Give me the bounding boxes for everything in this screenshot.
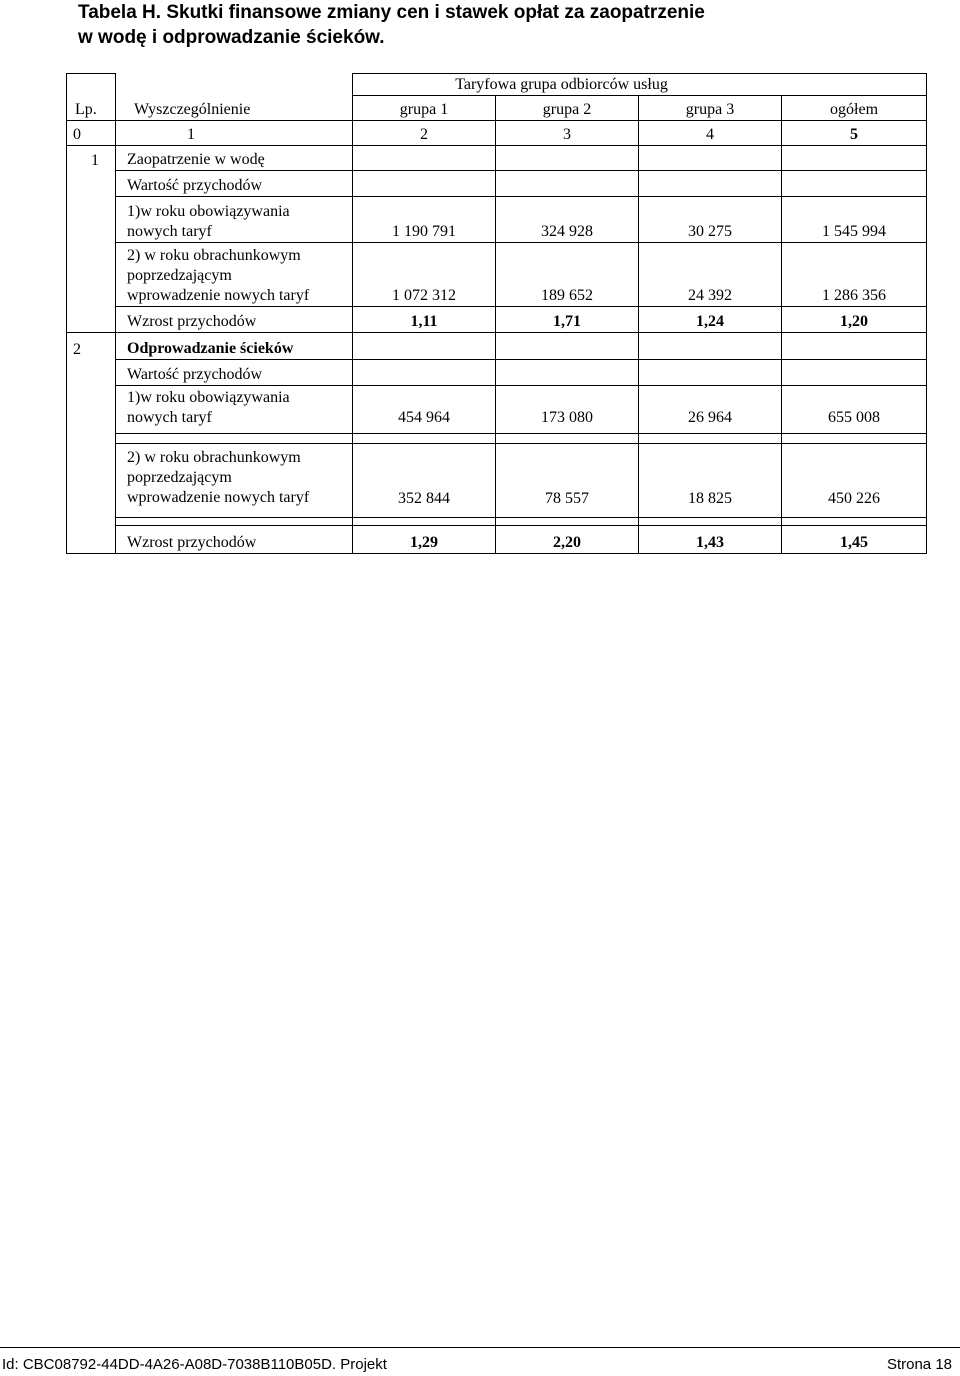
section-1-row-1-g2: 324 928 bbox=[496, 197, 639, 243]
section-2-row-1-g1: 454 964 bbox=[353, 386, 496, 434]
section-1-growth-total: 1,20 bbox=[782, 307, 927, 333]
label-line: 2) w roku obrachunkowym bbox=[127, 449, 301, 466]
section-2-growth-g3: 1,43 bbox=[639, 526, 782, 554]
section-1-row-1-label bbox=[116, 197, 353, 243]
empty-cell bbox=[496, 518, 639, 526]
section-1-row-2-g2: 189 652 bbox=[496, 243, 639, 307]
section-2-row-1 bbox=[67, 386, 927, 434]
section-2-growth-row bbox=[67, 526, 927, 554]
section-2-row-2-total: 450 226 bbox=[782, 444, 927, 518]
empty-cell bbox=[353, 171, 496, 197]
empty-cell bbox=[67, 518, 116, 526]
empty-cell bbox=[782, 146, 927, 171]
empty-cell bbox=[496, 434, 639, 444]
section-2-growth-total: 1,45 bbox=[782, 526, 927, 554]
section-1-growth-row bbox=[67, 307, 927, 333]
section-1-row-2-g3: 24 392 bbox=[639, 243, 782, 307]
section-2-title-row bbox=[67, 333, 927, 360]
empty-cell bbox=[116, 434, 353, 444]
label-line: wprowadzenie nowych taryf bbox=[127, 489, 310, 506]
footer-page-number: Strona 18 bbox=[886, 1356, 952, 1373]
label-line: 1)w roku obowiązywania bbox=[127, 203, 290, 220]
section-1-row-1-total: 1 545 994 bbox=[782, 197, 927, 243]
colnum-2: 2 bbox=[353, 121, 496, 146]
title-line-2: w wodę i odprowadzanie ścieków. bbox=[78, 27, 385, 48]
section-2-title: Odprowadzanie ścieków bbox=[116, 333, 353, 360]
header-total: ogółem bbox=[782, 96, 927, 121]
empty-cell bbox=[353, 333, 496, 360]
colnum-0: 0 bbox=[67, 121, 116, 146]
empty-cell bbox=[639, 360, 782, 386]
header-description: Wyszczególnienie bbox=[116, 96, 353, 121]
empty-cell bbox=[639, 434, 782, 444]
label-line: nowych taryf bbox=[127, 223, 212, 240]
financial-effects-table bbox=[66, 73, 927, 554]
section-2-lp: 2 bbox=[67, 333, 116, 360]
label-line: wprowadzenie nowych taryf bbox=[127, 287, 310, 304]
footer-document-id: Id: CBC08792-44DD-4A26-A08D-7038B110B05D. Projekt bbox=[2, 1356, 387, 1373]
section-2-row-1-label bbox=[116, 386, 353, 434]
section-1-title-row bbox=[67, 146, 927, 171]
label-line: nowych taryf bbox=[127, 409, 212, 426]
section-1-row-1-g3: 30 275 bbox=[639, 197, 782, 243]
colnum-1: 1 bbox=[116, 121, 353, 146]
empty-cell bbox=[496, 333, 639, 360]
empty-cell bbox=[496, 360, 639, 386]
empty-cell bbox=[67, 197, 116, 243]
section-2-row-2-label bbox=[116, 444, 353, 518]
label-line: poprzedzającym bbox=[127, 469, 232, 486]
section-2-row-2-g3: 18 825 bbox=[639, 444, 782, 518]
header-group-title: Taryfowa grupa odbiorców usług bbox=[353, 74, 927, 96]
empty-cell bbox=[67, 360, 116, 386]
section-2-gap-row bbox=[67, 434, 927, 444]
section-2-row-1-g3: 26 964 bbox=[639, 386, 782, 434]
section-2-row-2-g2: 78 557 bbox=[496, 444, 639, 518]
header-row-group bbox=[67, 74, 927, 96]
empty-cell bbox=[782, 171, 927, 197]
section-1-row-2-total: 1 286 356 bbox=[782, 243, 927, 307]
header-group-1: grupa 1 bbox=[353, 96, 496, 121]
label-line: 2) w roku obrachunkowym bbox=[127, 247, 301, 264]
section-1-title: Zaopatrzenie w wodę bbox=[116, 146, 353, 171]
empty-cell bbox=[782, 360, 927, 386]
header-row-columns bbox=[67, 96, 927, 121]
header-desc-top bbox=[116, 74, 353, 96]
section-2-row-2-g1: 352 844 bbox=[353, 444, 496, 518]
empty-cell bbox=[639, 146, 782, 171]
colnum-4: 4 bbox=[639, 121, 782, 146]
section-1-revenue-label-row bbox=[67, 171, 927, 197]
section-1-growth-g2: 1,71 bbox=[496, 307, 639, 333]
label-line: poprzedzającym bbox=[127, 267, 232, 284]
section-2-row-1-g2: 173 080 bbox=[496, 386, 639, 434]
section-2-growth-g1: 1,29 bbox=[353, 526, 496, 554]
empty-cell bbox=[67, 386, 116, 434]
empty-cell bbox=[496, 171, 639, 197]
empty-cell bbox=[639, 171, 782, 197]
empty-cell bbox=[639, 518, 782, 526]
empty-cell bbox=[782, 518, 927, 526]
empty-cell bbox=[116, 518, 353, 526]
footer-rule bbox=[0, 1347, 960, 1348]
colnum-3: 3 bbox=[496, 121, 639, 146]
empty-cell bbox=[353, 518, 496, 526]
section-1-revenue-label: Wartość przychodów bbox=[116, 171, 353, 197]
header-lp-top bbox=[67, 74, 116, 96]
section-2-growth-g2: 2,20 bbox=[496, 526, 639, 554]
header-lp: Lp. bbox=[67, 96, 116, 121]
empty-cell bbox=[496, 146, 639, 171]
empty-cell bbox=[67, 526, 116, 554]
section-1-row-1 bbox=[67, 197, 927, 243]
section-1-row-1-g1: 1 190 791 bbox=[353, 197, 496, 243]
title-line-1: Tabela H. Skutki finansowe zmiany cen i stawek opłat za zaopatrzenie bbox=[78, 2, 705, 23]
section-1-row-2-label bbox=[116, 243, 353, 307]
column-numbers-row bbox=[67, 121, 927, 146]
empty-cell bbox=[67, 243, 116, 307]
empty-cell bbox=[353, 146, 496, 171]
empty-cell bbox=[782, 333, 927, 360]
empty-cell bbox=[67, 307, 116, 333]
section-2-row-1-total: 655 008 bbox=[782, 386, 927, 434]
section-1-growth-label: Wzrost przychodów bbox=[116, 307, 353, 333]
empty-cell bbox=[782, 434, 927, 444]
empty-cell bbox=[67, 444, 116, 518]
section-2-revenue-label-row bbox=[67, 360, 927, 386]
document-title bbox=[78, 0, 938, 50]
empty-cell bbox=[353, 434, 496, 444]
section-2-gap-row-2 bbox=[67, 518, 927, 526]
section-2-revenue-label: Wartość przychodów bbox=[116, 360, 353, 386]
section-2-growth-label: Wzrost przychodów bbox=[116, 526, 353, 554]
colnum-5: 5 bbox=[782, 121, 927, 146]
header-group-2: grupa 2 bbox=[496, 96, 639, 121]
header-group-3: grupa 3 bbox=[639, 96, 782, 121]
label-line: 1)w roku obowiązywania bbox=[127, 389, 290, 406]
empty-cell bbox=[639, 333, 782, 360]
section-1-row-2 bbox=[67, 243, 927, 307]
section-2-row-2 bbox=[67, 444, 927, 518]
section-1-lp: 1 bbox=[67, 146, 116, 171]
section-1-growth-g3: 1,24 bbox=[639, 307, 782, 333]
empty-cell bbox=[67, 171, 116, 197]
section-1-row-2-g1: 1 072 312 bbox=[353, 243, 496, 307]
section-1-growth-g1: 1,11 bbox=[353, 307, 496, 333]
empty-cell bbox=[353, 360, 496, 386]
empty-cell bbox=[67, 434, 116, 444]
